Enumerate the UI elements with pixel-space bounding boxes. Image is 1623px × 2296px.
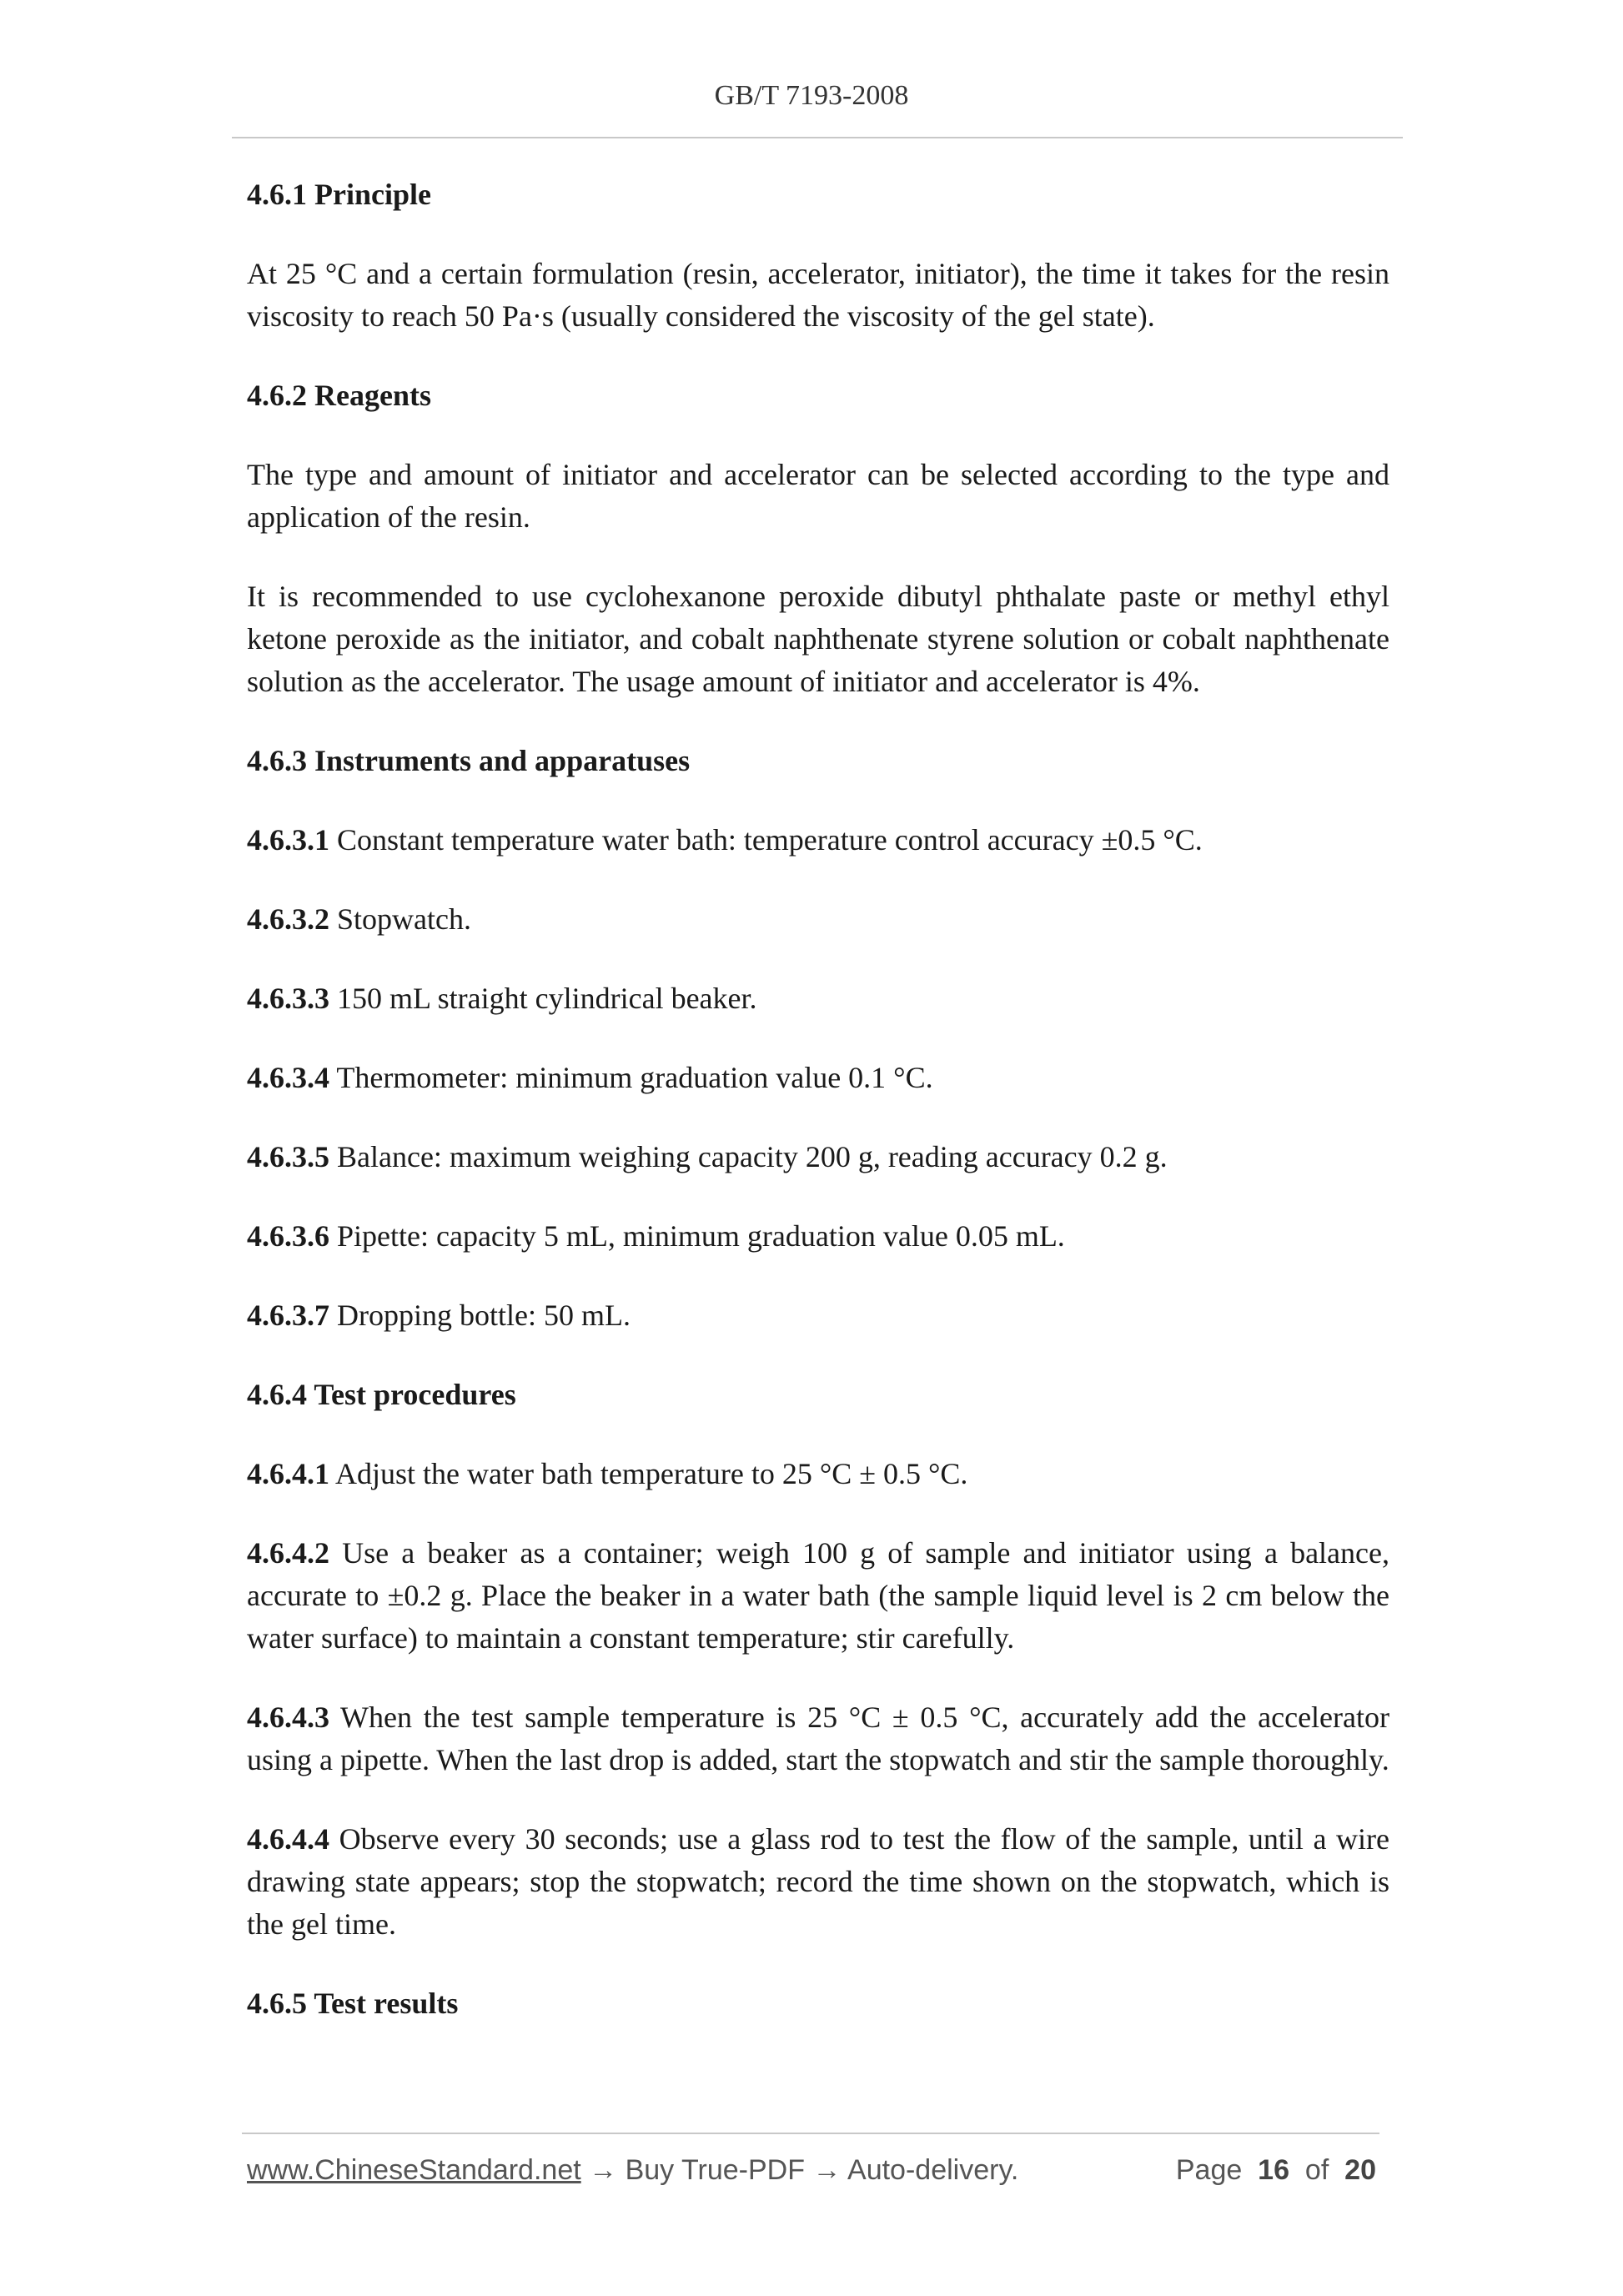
clause-text: Use a beaker as a container; weigh 100 g of sample and initiator using a balance, accurate to ±0.2 g. Place the beaker in a water bath (the sample liquid level is 2 cm below the water surface) to maintain a constant temperature; stir carefully. (247, 1536, 1389, 1655)
section-heading: 4.6.4 Test procedures (247, 1378, 516, 1411)
document-header-title: GB/T 7193-2008 (714, 80, 909, 111)
clause-text: Dropping bottle: 50 mL. (329, 1299, 631, 1332)
document-body (247, 173, 1389, 2062)
page-total: 20 (1344, 2154, 1376, 2186)
website-link[interactable]: www.ChineseStandard.net (247, 2154, 581, 2186)
clause-number: 4.6.3.3 (247, 982, 329, 1015)
clause-number: 4.6.3.4 (247, 1061, 329, 1094)
footer-step-delivery: Auto-delivery. (847, 2154, 1019, 2186)
clause-number: 4.6.4.2 (247, 1536, 329, 1570)
clause-number: 4.6.4.1 (247, 1457, 329, 1490)
page-current: 16 (1258, 2154, 1289, 2186)
clause-text: Stopwatch. (329, 902, 471, 936)
clause-number: 4.6.3.5 (247, 1140, 329, 1173)
clause-item (247, 1453, 1389, 1495)
of-label: of (1304, 2154, 1329, 2186)
clause-item (247, 1136, 1389, 1178)
section-heading: 4.6.3 Instruments and apparatuses (247, 744, 691, 777)
clause-item (247, 1294, 1389, 1337)
clause-item (247, 1057, 1389, 1099)
clause-text: Observe every 30 seconds; use a glass rod to test the flow of the sample, until a wire drawing state appears; stop the stopwatch; record the time shown on the stopwatch, which is the gel time. (247, 1822, 1389, 1941)
clause-item (247, 1532, 1389, 1660)
clause-number: 4.6.3.1 (247, 823, 329, 857)
clause-number: 4.6.4.3 (247, 1701, 329, 1734)
clause-item (247, 1696, 1389, 1781)
clause-number: 4.6.3.2 (247, 902, 329, 936)
clause-item (247, 977, 1389, 1020)
footer-divider (242, 2133, 1379, 2134)
clause-number: 4.6.4.4 (247, 1822, 329, 1856)
arrow-right-icon: → (589, 2154, 618, 2186)
clause-item (247, 1818, 1389, 1946)
clause-text: Thermometer: minimum graduation value 0.1 °C. (329, 1061, 933, 1094)
footer-step-buy: Buy True-PDF (625, 2154, 805, 2186)
clause-text: Constant temperature water bath: temperature control accuracy ±0.5 °C. (329, 823, 1203, 857)
clause-number: 4.6.3.7 (247, 1299, 329, 1332)
clause-item (247, 819, 1389, 862)
paragraph: It is recommended to use cyclohexanone peroxide dibutyl phthalate paste or methyl ethyl ketone peroxide as the initiator, and cobalt naphthenate styrene solution or cobalt naphthenate solution as the accelerator. The usage amount of initiator and accelerator is 4%. (247, 580, 1389, 698)
paragraph: The type and amount of initiator and accelerator can be selected according to the type and application of the resin. (247, 458, 1389, 534)
section-heading: 4.6.1 Principle (247, 178, 431, 211)
clause-text: When the test sample temperature is 25 °C ± 0.5 °C, accurately add the accelerator using a pipette. When the last drop is added, start the stopwatch and stir the sample thoroughly. (247, 1701, 1389, 1776)
paragraph: At 25 °C and a certain formulation (resin, accelerator, initiator), the time it takes for the resin viscosity to reach 50 Pa·s (usually considered the viscosity of the gel state). (247, 257, 1389, 333)
clause-item (247, 1215, 1389, 1258)
page-number (1176, 2154, 1376, 2187)
section-heading: 4.6.5 Test results (247, 1987, 459, 2020)
clause-text: 150 mL straight cylindrical beaker. (329, 982, 757, 1015)
header-divider (232, 137, 1403, 138)
clause-item (247, 898, 1389, 941)
arrow-right-icon: → (812, 2154, 842, 2186)
section-heading: 4.6.2 Reagents (247, 379, 431, 412)
clause-text: Adjust the water bath temperature to 25 °C ± 0.5 °C. (329, 1457, 968, 1490)
page-label: Page (1175, 2154, 1243, 2186)
clause-number: 4.6.3.6 (247, 1219, 329, 1253)
footer-promo (247, 2154, 1018, 2187)
clause-text: Pipette: capacity 5 mL, minimum graduation value 0.05 mL. (329, 1219, 1065, 1253)
clause-text: Balance: maximum weighing capacity 200 g, reading accuracy 0.2 g. (329, 1140, 1168, 1173)
